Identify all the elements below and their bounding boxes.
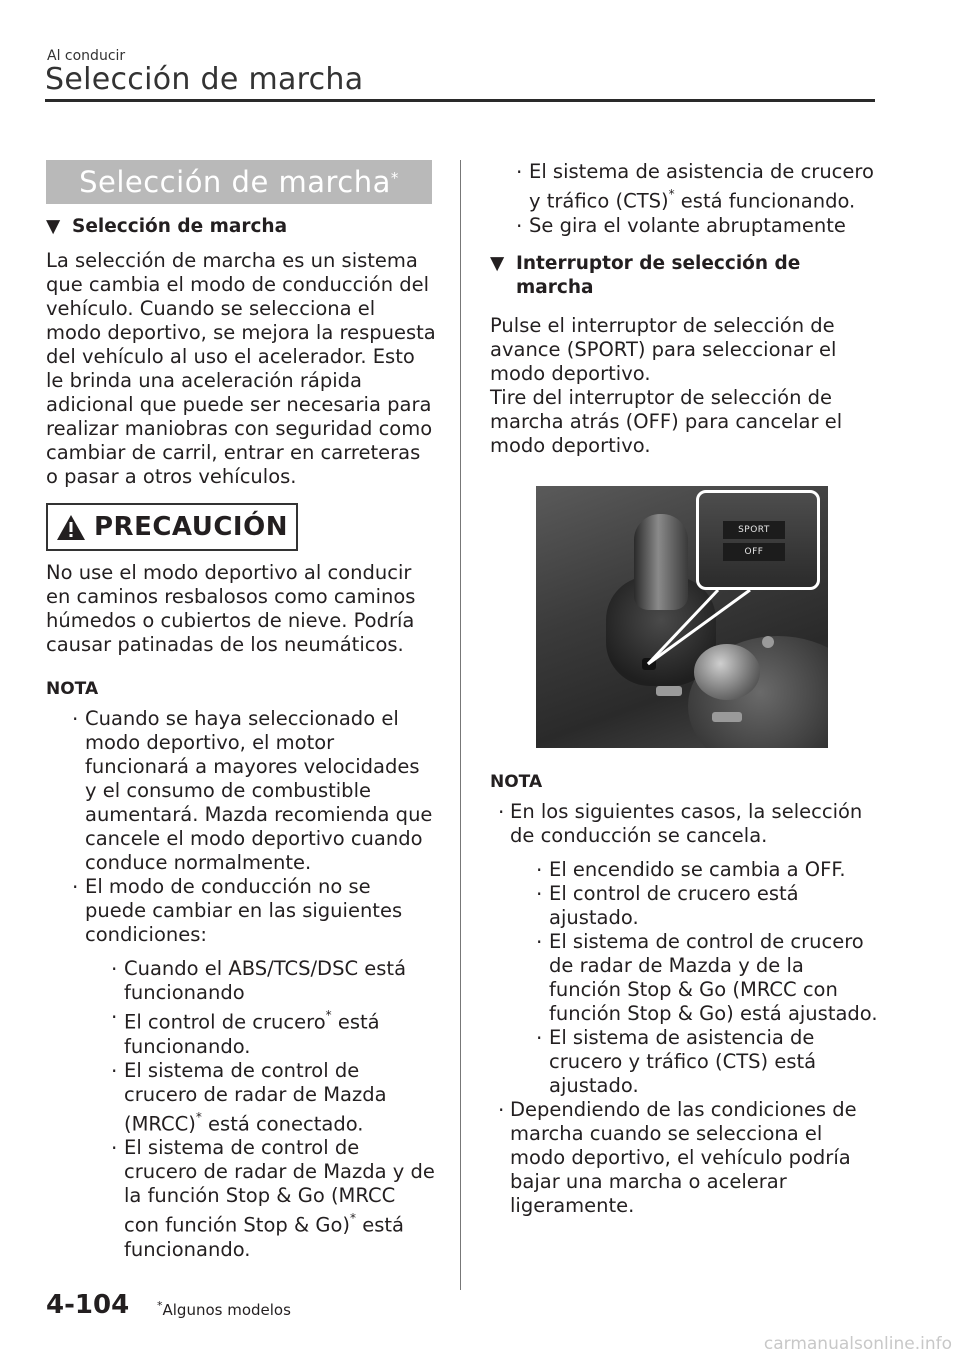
asterisk-mark: * <box>157 1299 163 1312</box>
list-item <box>85 1059 436 1137</box>
list-item-text: El sistema de control de crucero de radar de Mazda (MRCC) <box>124 1058 387 1135</box>
warning-triangle-icon <box>56 514 86 541</box>
list-item-text: está funcionando. <box>124 1010 380 1058</box>
list-item: · El sistema de control de crucero de radar de Mazda y de la función Stop & Go (MRCC con función Stop & Go) está ajustado. <box>510 930 880 1026</box>
subhead-text: Selección de marcha <box>72 216 288 237</box>
section-title-box <box>46 160 432 204</box>
subhead-seleccion <box>46 215 436 239</box>
list-item-text: El sistema de asistencia de crucero y tráfico (CTS) <box>529 160 874 213</box>
list-item-text: está funcionando. <box>674 189 856 213</box>
page-number: 4-104 <box>46 1290 130 1320</box>
list-item: · Cuando el ABS/TCS/DSC está funcionando <box>85 957 436 1005</box>
triangle-down-icon: ▼ <box>46 216 61 237</box>
nota-label: NOTA <box>46 679 99 699</box>
list-item: · El sistema de asistencia de crucero y tráfico (CTS) está ajustado. <box>510 1026 880 1098</box>
section-asterisk: * <box>390 169 399 187</box>
list-item-text: En los siguientes casos, la selección de conducción se cancela. <box>510 799 863 847</box>
nota-label: NOTA <box>490 771 543 792</box>
switch-closeup-inset <box>696 490 820 590</box>
list-item: · Cuando se haya seleccionado el modo deportivo, el motor funcionará a mayores velocidades y el consumo de combustible aumentará. Mazda recomienda que cancele el modo deportivo cuando conduce normalmente. <box>46 707 436 875</box>
list-item: · El encendido se cambia a OFF. <box>510 858 880 882</box>
conditions-list <box>85 957 436 1262</box>
asterisk-mark: * <box>668 187 675 201</box>
asterisk-mark: * <box>195 1109 202 1124</box>
caution-label: PRECAUCIÓN <box>94 512 288 542</box>
conditions-list-continued <box>490 160 880 238</box>
switch-paragraph-1: Pulse el interruptor de selección de avance (SPORT) para seleccionar el modo deportivo. <box>490 313 837 385</box>
list-item <box>490 160 880 214</box>
list-item <box>85 1005 436 1059</box>
right-column <box>490 160 880 1218</box>
list-item: · Se gira el volante abruptamente <box>490 214 880 238</box>
nota-list <box>490 800 880 1218</box>
asterisk-mark: * <box>325 1008 332 1022</box>
page-title: Selección de marcha <box>45 62 364 97</box>
drive-selection-switch-photo <box>536 486 828 748</box>
footnote <box>157 1299 291 1319</box>
subhead-text: Interruptor de selección de marcha <box>516 252 801 298</box>
list-item-text: El sistema de control de crucero de radar de Mazda y de la función Stop & Go (MRCC con función Stop & Go) <box>124 1136 435 1237</box>
list-item: · Dependiendo de las condiciones de marcha cuando se selecciona el modo deportivo, el vehículo podría bajar una marcha o acelerar ligeramente. <box>490 1098 880 1218</box>
subhead-interruptor <box>490 252 880 300</box>
section-title: Selección de marcha <box>79 165 391 199</box>
list-item: · El control de crucero está ajustado. <box>510 882 880 930</box>
list-item-text: está conectado. <box>201 1112 364 1135</box>
column-divider <box>460 160 461 1290</box>
watermark: carmanualsonline.info <box>763 1334 952 1354</box>
footnote-text: Algunos modelos <box>162 1301 291 1319</box>
list-item <box>46 875 436 1262</box>
intro-paragraph: La selección de marcha es un sistema que cambia el modo de conducción del vehículo. Cuando se selecciona el modo deportivo, se mejora la respuesta del vehículo al uso el acelerador. Esto le brinda una aceleración rápida adicional que puede ser necesaria para realizar maniobras con seguridad como cambiar de carril, entrar en carreteras o pasar a otros vehículos. <box>46 249 436 488</box>
list-item-text: está funcionando. <box>124 1213 404 1261</box>
asterisk-mark: * <box>350 1211 357 1225</box>
cancel-conditions-list <box>510 858 880 1098</box>
nota-list <box>46 707 436 1262</box>
sport-switch-label: SPORT <box>723 521 785 539</box>
triangle-down-icon: ▼ <box>490 252 505 274</box>
chapter-label: Al conducir <box>47 48 126 64</box>
list-item-text: El control de crucero <box>124 1010 326 1034</box>
off-switch-label: OFF <box>723 543 785 561</box>
list-item-text: El modo de conducción no se puede cambiar en las siguientes condiciones: <box>85 875 403 946</box>
caution-text: No use el modo deportivo al conducir en caminos resbalosos como caminos húmedos o cubiertos de nieve. Podría causar patinadas de los neumáticos. <box>46 561 416 656</box>
header-rule <box>45 99 875 102</box>
list-item <box>490 800 880 1098</box>
switch-paragraph-2: Tire del interruptor de selección de marcha atrás (OFF) para cancelar el modo deportivo. <box>490 385 843 457</box>
list-item <box>85 1136 436 1262</box>
left-column <box>46 160 436 1262</box>
caution-box <box>46 503 298 551</box>
